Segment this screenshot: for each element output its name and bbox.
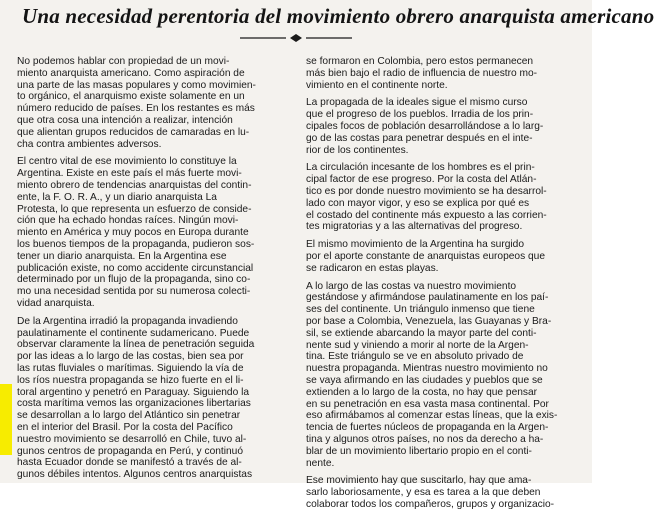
text-line: cipales focos de población desarrollándose a lo larg-: [306, 120, 544, 132]
text-line: determinado por un flujo de la propaganda, sino co-: [17, 274, 251, 286]
text-line: por base a Colombia, Venezuela, las Guayanas y Bra-: [306, 315, 552, 327]
paragraph-2: [17, 156, 291, 309]
text-line: nente sud y viniendo a morir al norte de la Argen-: [306, 339, 529, 351]
paragraph-8: [306, 281, 580, 470]
paragraph-6: [306, 162, 580, 233]
text-line: se formaron en Colombia, pero estos permanecen: [306, 56, 534, 67]
text-line: Ese movimiento hay que suscitarlo, hay que ama-: [306, 475, 532, 487]
paragraph-3: [17, 316, 291, 481]
paragraph-7: [306, 239, 580, 274]
text-line: El centro vital de ese movimiento lo constituye la: [17, 156, 237, 168]
text-line: más bien bajo el radio de influencia de nuestro mo-: [306, 67, 538, 79]
text-line: por el aporte constante de anarquistas europeos que: [306, 250, 546, 262]
text-line: nuestra propaganda. Mientras nuestro movimiento no: [306, 363, 548, 375]
text-line: costa marítima vemos las organizaciones libertarias: [17, 398, 251, 410]
right-text-column: [306, 56, 580, 511]
text-line: blar de un movimiento libertario propio en el conti-: [306, 445, 532, 457]
yellow-highlight-marker: [0, 384, 12, 455]
text-line: los buenos tiempos de la propaganda, pudieron sos-: [17, 238, 255, 250]
text-line: cipal factor de ese progreso. Por la costa del Atlán-: [306, 174, 537, 186]
text-line: vimiento en el continente norte.: [306, 79, 448, 91]
text-line: El mismo movimiento de la Argentina ha surgido: [306, 239, 525, 251]
text-line: miento en América y muy pocos en Europa durante: [17, 227, 249, 239]
text-line: Argentina. Existe en este país el más fuerte movi-: [17, 168, 242, 180]
text-line: se radicaron en estas playas.: [306, 262, 439, 274]
text-line: La circulación incesante de los hombres es el prin-: [306, 162, 535, 174]
text-line: se desarrollan a lo largo del Atlántico sin penetrar: [17, 410, 241, 422]
text-line: tencia de fuertes núcleos de propaganda en la Argen-: [306, 422, 549, 434]
text-line: miento anarquista americano. Como aspiración de: [17, 67, 245, 79]
text-line: miento obrero de tendencias anarquistas del contin-: [17, 179, 252, 191]
text-line: to orgánico, el anarquismo existe solamente en un: [17, 91, 245, 103]
text-line: las rutas fluviales o marítimas. Siguiendo la vía de: [17, 362, 244, 374]
text-line: gunos débiles intentos. Algunos centros anarquistas: [17, 469, 253, 481]
text-line: sil, se extiende abarcando la mayor parte del conti-: [306, 327, 537, 339]
text-line: ses del continente. Un triángulo inmenso que tiene: [306, 304, 535, 316]
text-line: se vaya afirmando en las ciudades y pueblos que se: [306, 374, 543, 386]
text-line: que alientan grupos reducidos de camaradas en lu-: [17, 126, 250, 138]
text-line: una parte de las masas populares y como movimien-: [17, 79, 256, 91]
text-line: los ríos nuestra propaganda se hizo fuerte en el li-: [17, 374, 244, 386]
article-headline: Una necesidad perentoria del movimiento obrero anarquista americano: [22, 4, 654, 28]
text-line: en su penetración en esa vasta masa continental. Por: [306, 398, 549, 410]
text-line: publicación existe, no como accidente circunstancial: [17, 262, 254, 274]
text-line: tico es por donde nuestro movimiento se ha desarrol-: [306, 185, 547, 197]
text-line: toral argentino y penetró en Paraguay. Siguiendo la: [17, 386, 250, 398]
text-line: vidad anarquista.: [17, 297, 95, 309]
text-line: gunos centros de propaganda en Perú, y continuó: [17, 445, 243, 457]
text-line: observar claramente la línea de penetración seguida: [17, 339, 255, 351]
paragraph-4: [306, 56, 580, 91]
text-line: que otra cosa una intención a realizar, intención: [17, 114, 233, 126]
text-line: extienden a lo largo de la costa, no hay que pensar: [306, 386, 538, 398]
text-line: el costado del continente más expuesto a las corrien-: [306, 209, 547, 221]
headline-ornament: [238, 33, 354, 43]
text-line: mo una necesidad sentida por su numerosa colecti-: [17, 286, 251, 298]
text-line: ción que ha echado hondas raíces. Ningún movi-: [17, 215, 239, 227]
text-line: paulatinamente el continente sudamericano. Puede: [17, 327, 250, 339]
text-line: por las ideas a lo largo de las costas, bien sea por: [17, 351, 244, 363]
text-line: ente, la F. O. R. A., y un diario anarquista La: [17, 191, 217, 203]
text-line: eso afirmábamos al comenzar estas líneas, que la exis-: [306, 410, 558, 422]
text-line: tes migratorias y a las alternativas del progreso.: [306, 221, 523, 233]
text-line: La propagada de la ideales sigue el mismo curso: [306, 97, 528, 109]
text-line: cha contra ambientes adversos.: [17, 138, 162, 150]
paragraph-9: [306, 475, 580, 510]
text-line: número reducido de países. En los restantes es más: [17, 103, 255, 115]
text-line: De la Argentina irradió la propaganda invadiendo: [17, 315, 238, 327]
text-line: en el interior del Brasil. Por la costa del Pacífico: [17, 421, 233, 433]
text-line: tina. Este triángulo se ve en absoluto privado de: [306, 351, 524, 363]
left-text-column: [17, 56, 291, 481]
text-line: hasta Ecuador donde se manifestó a través de al-: [17, 457, 242, 469]
text-line: lado con mayor vigor, y eso se explica por qué es: [306, 197, 530, 209]
text-line: nuestro movimiento se desarrolló en Chile, tuvo al-: [17, 433, 247, 445]
text-line: colaborar todos los compañeros, grupos y organizacio-: [306, 498, 555, 510]
text-line: Protesta, lo que representa un esfuerzo de conside-: [17, 203, 252, 215]
text-line: gestándose y afirmándose paulatinamente en los paí-: [306, 292, 549, 304]
text-line: A lo largo de las costas va nuestro movimiento: [306, 280, 517, 292]
text-line: No podemos hablar con propiedad de un movi-: [17, 56, 230, 67]
text-line: que el progreso de los pueblos. Irradia de los prin-: [306, 109, 534, 121]
text-line: tener un diario anarquista. En la Argentina ese: [17, 250, 227, 262]
text-line: nente.: [306, 457, 335, 469]
paragraph-5: [306, 97, 580, 156]
text-line: tina y algunos otros países, no nos da derecho a ha-: [306, 433, 544, 445]
text-line: go de las costas para penetrar después en el inte-: [306, 132, 533, 144]
paragraph-1: [17, 56, 291, 150]
text-line: sarlo laboriosamente, y esa es tarea a la que deben: [306, 487, 541, 499]
text-line: rior de los continentes.: [306, 144, 409, 156]
